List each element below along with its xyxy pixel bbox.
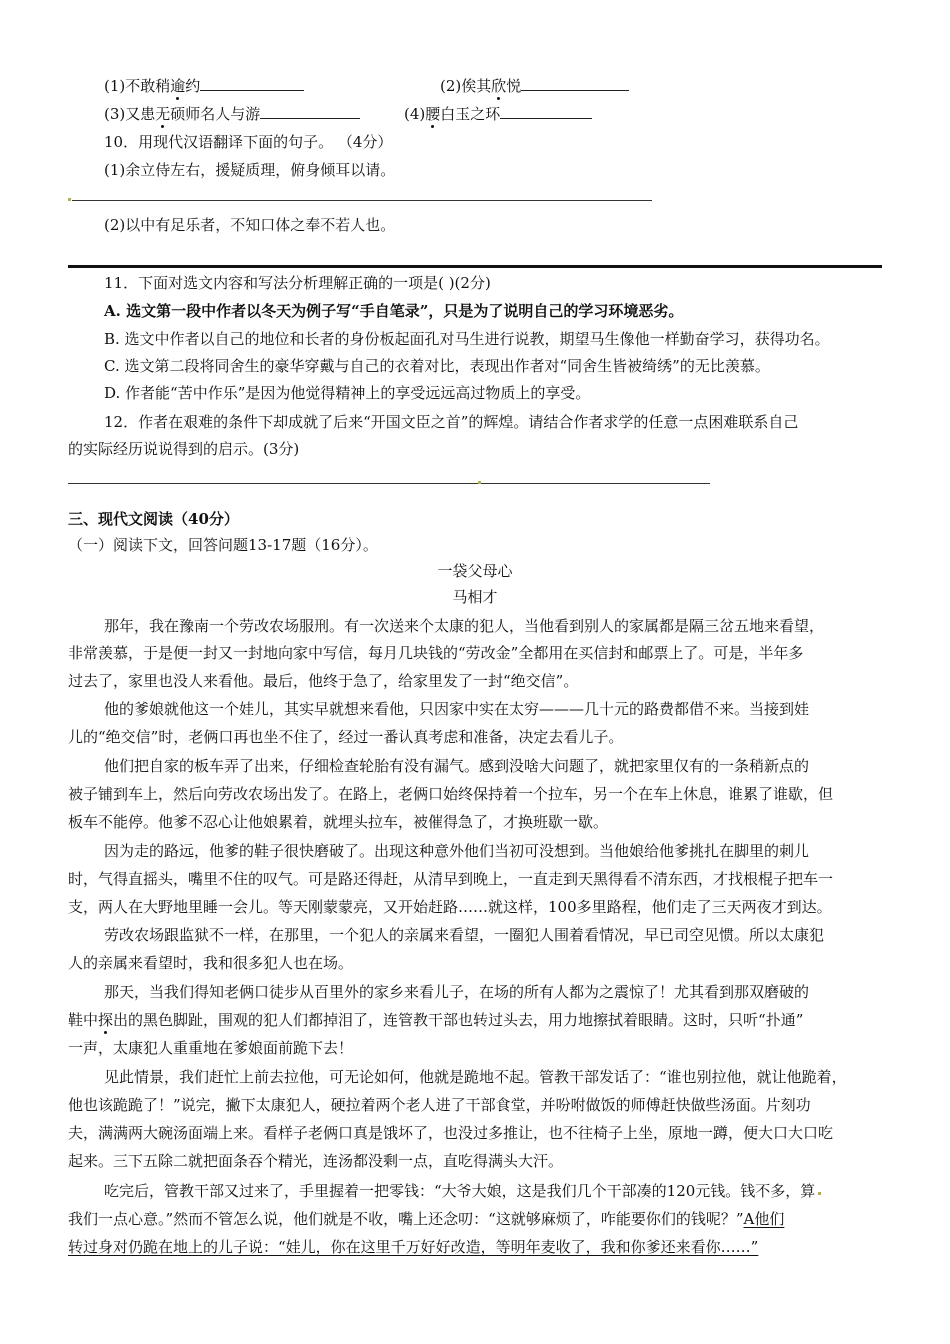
paragraph-text: 鞋中	[68, 1011, 99, 1029]
paragraph-4-line: 时，气得直摇头，嘴里不住的叹气。可是路还得赶，从清早到晚上，一直走到天黑得看不清东西，才找根棍子把车一	[68, 870, 834, 888]
q10-sentence-2: (2)以中有足乐者，不知口体之奉不若人也。	[104, 216, 396, 234]
underlined-passage-a: 转过身对仍跪在地上的儿子说：“娃儿，你在这里千万好好改造，等明年麦收了，我和你爹还来看你……”	[68, 1238, 759, 1256]
vocab-text: 约	[185, 77, 201, 95]
vocab-number: (2)	[440, 77, 462, 95]
vocab-number: (4)	[404, 105, 426, 123]
paragraph-5-line: 劳改农场跟监狱不一样，在那里，一个犯人的亲属来看望，一圈犯人围着看情况，早已司空见惯。所以太康犯	[104, 926, 825, 944]
paragraph-7-line: 起来。三下五除二就把面条吞个精光，连汤都没剩一点，直吃得满头大汗。	[68, 1152, 564, 1170]
paragraph-8-line	[68, 1208, 784, 1230]
q10-sentence-1: (1)余立侍左右，援疑质理，俯身倾耳以请。	[104, 161, 396, 179]
paragraph-6-line: 一声，太康犯人重重地在爹娘面前跪下去！	[68, 1039, 354, 1057]
answer-blank[interactable]	[521, 76, 629, 91]
paragraph-3-line: 被子铺到车上，然后向劳改农场出发了。在路上，老俩口始终保持着一个拉车，另一个在车上休息，谁累了谁歇，但	[68, 785, 834, 803]
answer-blank[interactable]	[500, 104, 592, 119]
emphasis-char: 探	[98, 1011, 114, 1029]
vocab-text: 俟其	[461, 77, 492, 95]
paragraph-2-line: 儿的“绝交信”时，老俩口再也坐不住了，经过一番认真考虑和准备，决定去看儿子。	[68, 728, 624, 746]
q12-line-2: 的实际经历说说得到的启示。(3分)	[68, 440, 300, 458]
paragraph-3-line: 板车不能停。他爹不忍心让他娘累着，就埋头拉车，被催得急了，才换班歇一歇。	[68, 813, 609, 831]
answer-blank[interactable]	[200, 76, 304, 91]
vocab-emphasis: 逾	[170, 77, 186, 95]
scan-mark	[478, 481, 481, 484]
vocab-emphasis: 欣	[491, 77, 507, 95]
paragraph-text: 出的黑色脚趾，围观的犯人们都掉泪了，连管教干部也转过头去，用力地擦拭着眼睛。这时，只听“扑通”	[113, 1011, 804, 1029]
article-title: 一袋父母心	[437, 562, 513, 580]
vocab-number: (1)	[104, 77, 126, 95]
paragraph-text: 我们一点心意。”然而不管怎么说，他们就是不收，嘴上还念叨：“这就够麻烦了，咋能要你们的钱呢？”	[68, 1210, 744, 1228]
scan-mark	[68, 198, 71, 201]
vocab-emphasis: 腰	[425, 105, 441, 123]
paragraph-2-line: 他的爹娘就他这一个娃儿，其实早就想来看他，只因家中实在太穷———几十元的路费都借不来。当接到娃	[104, 700, 810, 718]
q11-title: 11．下面对选文内容和写法分析理解正确的一项是( )(2分)	[104, 274, 491, 292]
vocab-item-1	[104, 75, 304, 97]
section-heading: 三、现代文阅读（40分）	[68, 510, 239, 528]
vocab-item-2	[440, 75, 629, 97]
paragraph-6-line: 那天，当我们得知老俩口徒步从百里外的家乡来看儿子，在场的所有人都为之震惊了！尤其看到那双磨破的	[104, 983, 810, 1001]
vocab-text: 又患	[125, 105, 156, 123]
paragraph-6-line	[68, 1009, 803, 1031]
paragraph-4-line: 因为走的路远，他爹的鞋子很快磨破了。出现这种意外他们当初可没想到。当他娘给他爹挑扎在脚里的刺儿	[104, 842, 810, 860]
vocab-text: 硕师名人与游	[170, 105, 261, 123]
paragraph-1-line: 过去了，家里也没人来看他。最后，他终于急了，给家里发了一封“绝交信”。	[68, 672, 579, 690]
vocab-text: 白玉之环	[440, 105, 501, 123]
q11-option-a[interactable]: A. 选文第一段中作者以冬天为例子写“手自笔录”，只是为了说明自己的学习环境恶劣。	[104, 302, 684, 320]
paragraph-1-line: 非常羡慕，于是便一封又一封地向家中写信，每月几块钱的“劳改金”全都用在买信封和邮票上了。可是，半年多	[68, 644, 804, 662]
paragraph-7-line: 夫，满满两大碗汤面端上来。看样子老俩口真是饿坏了，也没过多推让，也不往椅子上坐，原地一蹲，便大口大口吃	[68, 1124, 834, 1142]
q11-option-d[interactable]: D. 作者能“苦中作乐”是因为他觉得精神上的享受远远高过物质上的享受。	[104, 384, 591, 402]
vocab-item-4	[404, 103, 592, 125]
section-instruction: （一）阅读下文，回答问题13-17题（16分）。	[68, 536, 378, 554]
paragraph-7-line: 他也该跪跪了！”说完，撇下太康犯人，硬拉着两个老人进了干部食堂，并吩咐做饭的师傅赶快做些汤面。片刻功	[68, 1096, 811, 1114]
vocab-text: 悦	[506, 77, 522, 95]
paragraph-7-line: 见此情景，我们赶忙上前去拉他，可无论如何，他就是跪地不起。管教干部发话了：“谁也别拉他，就让他跪着，	[104, 1068, 847, 1086]
paragraph-3-line: 他们把自家的板车弄了出来，仔细检查轮胎有没有漏气。感到没啥大问题了，就把家里仅有的一条稍新点的	[104, 757, 810, 775]
q11-option-c[interactable]: C. 选文第二段将同舍生的豪华穿戴与自己的衣着对比，表现出作者对“同舍生皆被绮绣”的无比羡慕。	[104, 357, 770, 375]
paragraph-8-line: 吃完后，管教干部又过来了，手里握着一把零钱：“大爷大娘，这是我们几个干部凑的120元钱。钱不多，算	[104, 1182, 816, 1200]
vocab-emphasis: 无	[155, 105, 171, 123]
underlined-passage-a: A他们	[743, 1210, 785, 1228]
q10-answer-line-1[interactable]	[72, 200, 652, 201]
scan-mark	[818, 1192, 821, 1195]
q10-title: 10．用现代汉语翻译下面的句子。 （4分）	[104, 133, 393, 151]
q10-answer-line-2[interactable]	[68, 265, 882, 268]
q11-option-b[interactable]: B. 选文中作者以自己的地位和长者的身份板起面孔对马生进行说教，期望马生像他一样勤奋学习，获得功名。	[104, 330, 830, 348]
article-author: 马相才	[452, 588, 498, 606]
q12-answer-line[interactable]	[68, 483, 710, 484]
q12-line-1: 12．作者在艰难的条件下却成就了后来“开国文臣之首”的辉煌。请结合作者求学的任意一点困难联系自己	[104, 413, 799, 431]
vocab-item-3	[104, 103, 360, 125]
paragraph-1-line: 那年，我在豫南一个劳改农场服刑。有一次送来个太康的犯人，当他看到别人的家属都是隔三岔五地来看望，	[104, 617, 825, 635]
paragraph-4-line: 支，两人在大野地里睡一会儿。等天刚蒙蒙亮，又开始赶路……就这样，100多里路程，他们走了三天两夜才到达。	[68, 898, 832, 916]
vocab-number: (3)	[104, 105, 126, 123]
paragraph-5-line: 人的亲属来看望时，我和很多犯人也在场。	[68, 954, 354, 972]
vocab-text: 不敢稍	[125, 77, 171, 95]
answer-blank[interactable]	[260, 104, 360, 119]
